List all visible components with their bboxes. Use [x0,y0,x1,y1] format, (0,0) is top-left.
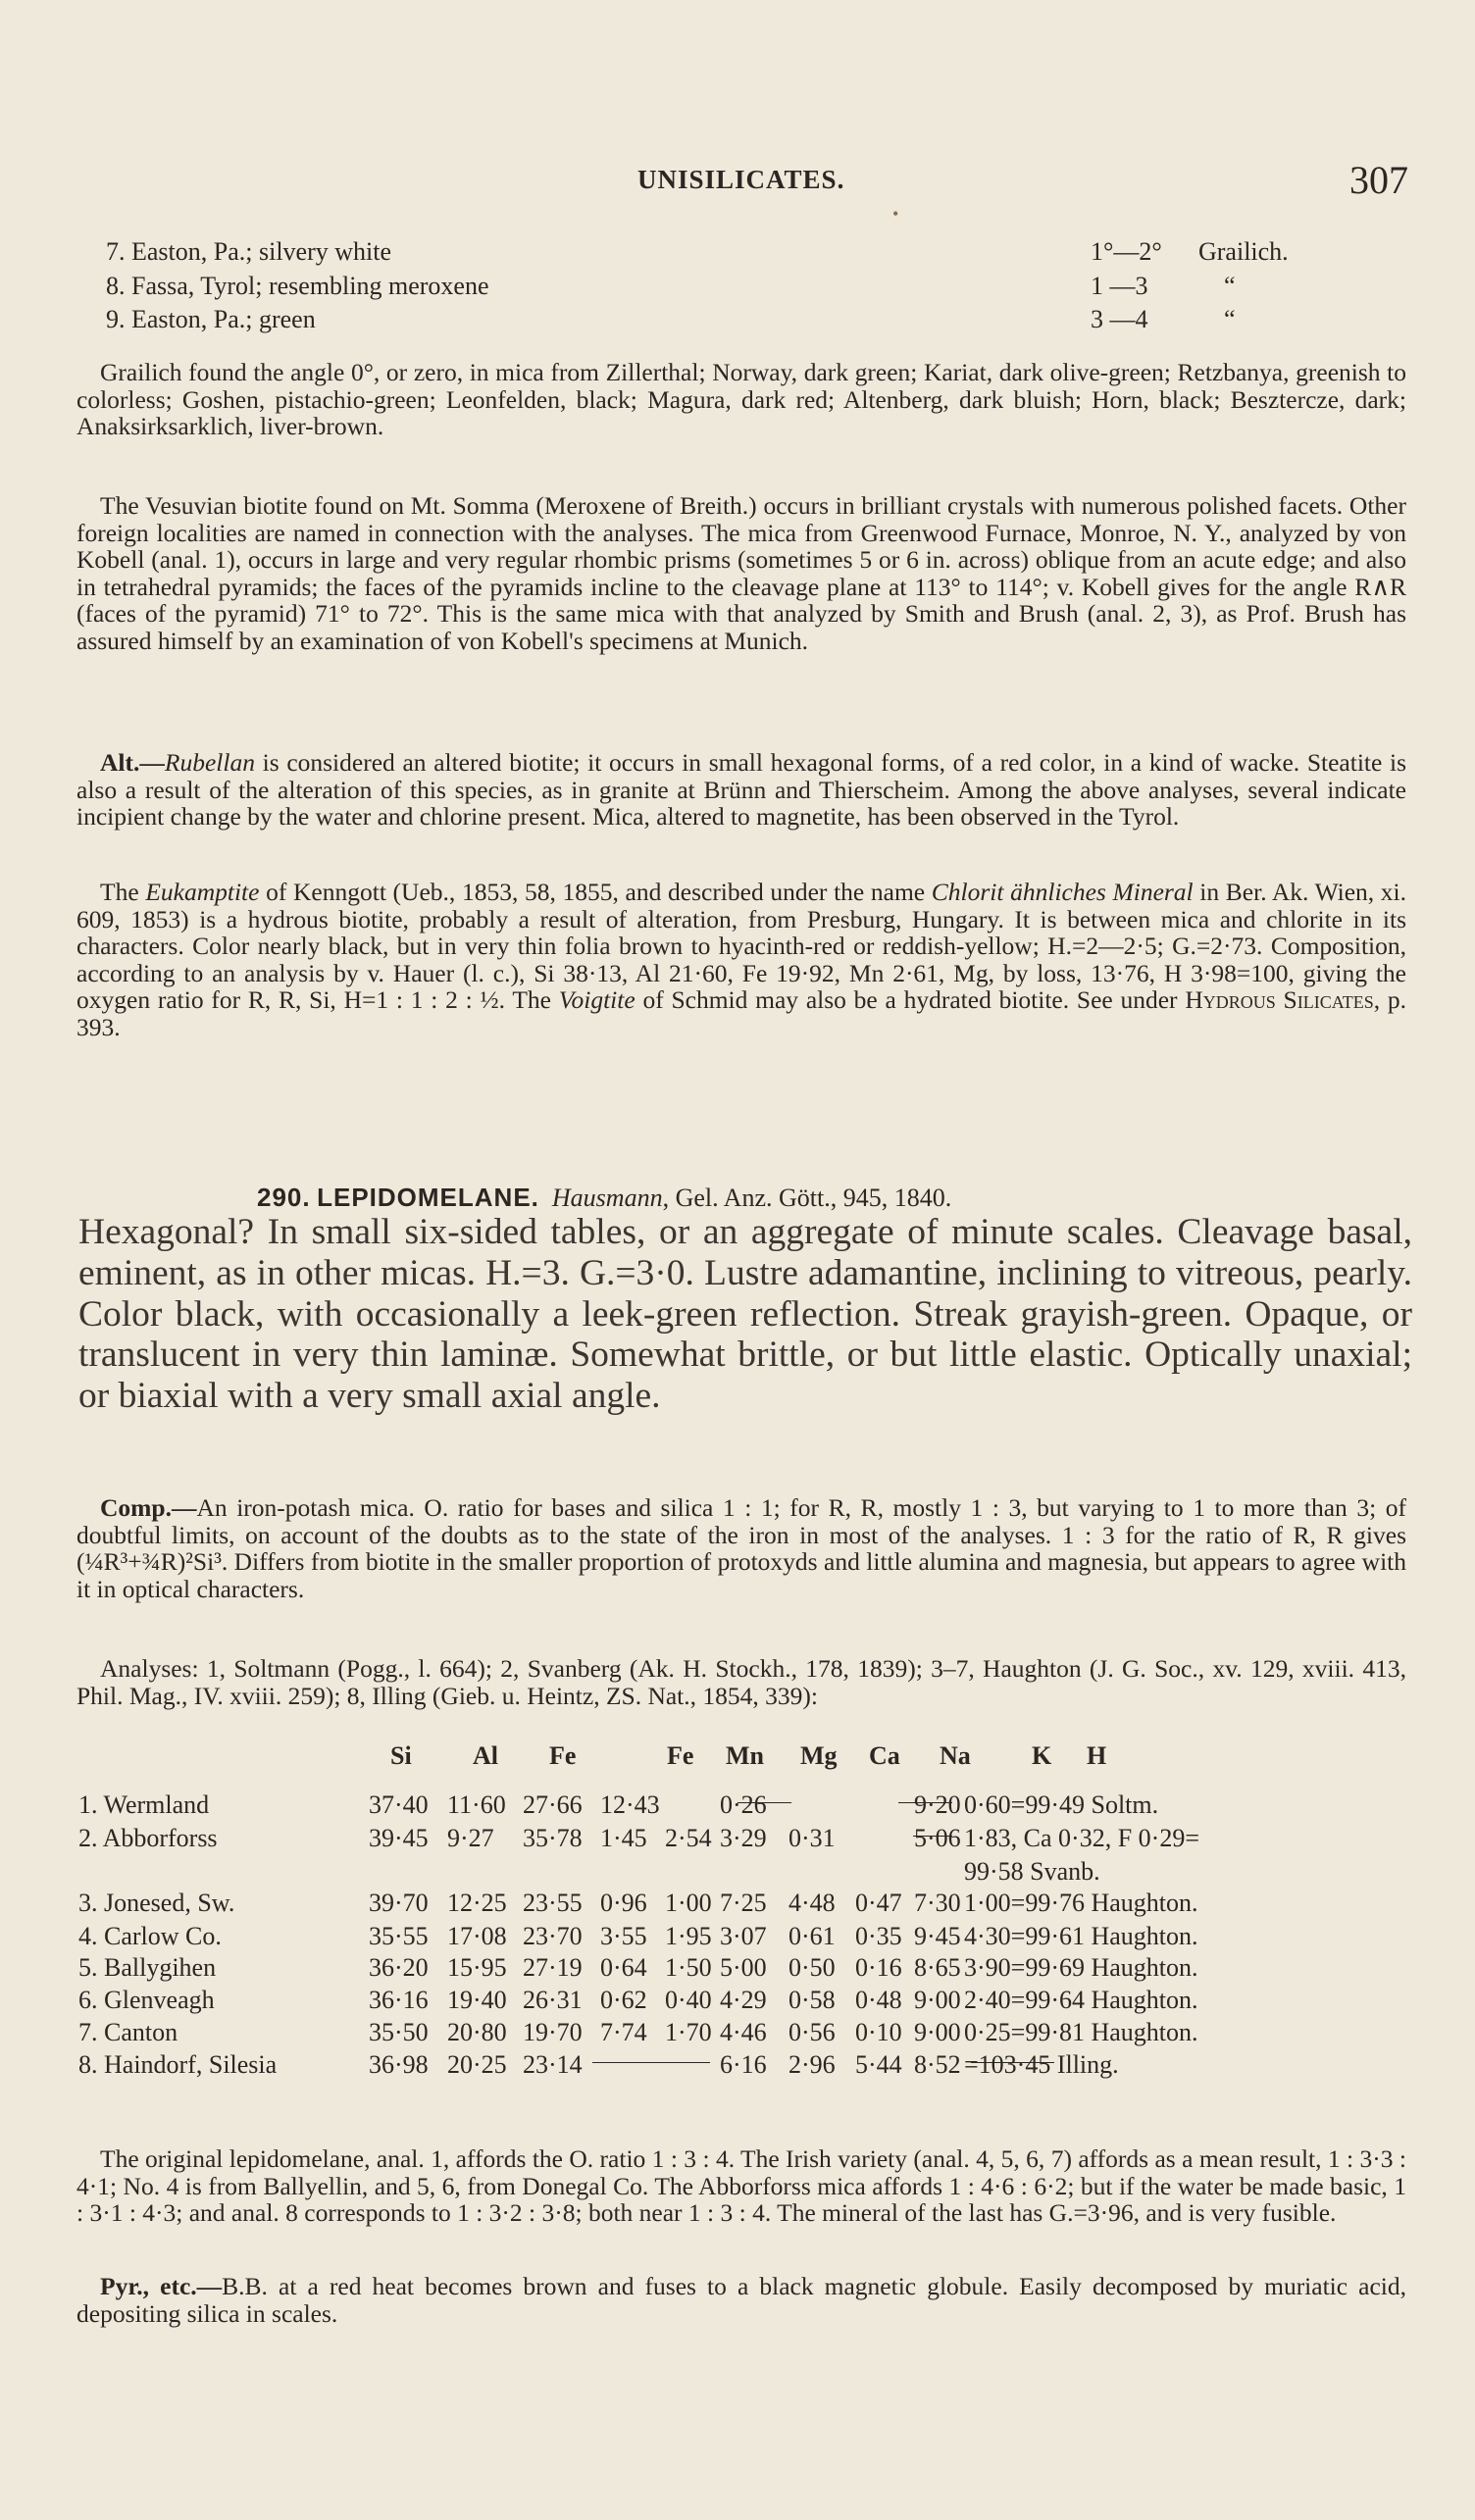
table-cell: 15·95 [447,1953,507,1982]
paragraph-original: The original lepidomelane, anal. 1, affords the O. ratio 1 : 3 : 4. The Irish variety (anal. 4, 5, 6, 7) affords as a mean result, 1 : 3·3 : 4·1; No. 4 is from Ballyellin, and 5, 6, from Donegal Co. The Abborforss mica affords 1 : 4·6 : 6·2; but if the water be made basic, 1 : 3·1 : 4·3; and anal. 8 corresponds to 1 : 3·2 : 3·8; both near 1 : 3 : 4. The mineral of the last has G.=3·96, and is very fusible. [76,2144,1406,2228]
table-cell: 1·00 [665,1889,712,1917]
table-cell: 5·06 [914,1824,961,1852]
paragraph-eukamptite: The Eukamptite of Kenngott (Ueb., 1853, 58, 1855, and described under the name Chlorit ähnliches Mineral in Ber. Ak. Wien, xi. 609, 1853) is a hydrous biotite, probably a result of alteration, from Presburg, Hungary. It is between mica and chlorite in its characters. Color nearly black, but in very thin folia brown to hyacinth-red or reddish-yellow; H.=2—2·5; G.=2·73. Composition, according to an analysis by v. Hauer (l. c.), Si 38·13, Al 21·60, Fe 19·92, Mn 2·61, Mg, by loss, 13·76, H 3·98=100, giving the oxygen ratio for R, R, Si, H=1 : 1 : 2 : ½. The Voigtite of Schmid may also be a hydrated biotite. See under Hydrous Silicates, p. 393. [76,878,1407,1041]
table-cell: 36·16 [369,1986,429,2014]
list-item: 9. Easton, Pa.; green [106,305,316,333]
section-heading: 290. LEPIDOMELANE. Hausmann, Gel. Anz. Gött., 945, 1840. [257,1183,952,1212]
table-cell: 4·48 [788,1889,836,1917]
table-header-cell: Al [473,1741,498,1770]
table-cell: 8·65 [914,1953,961,1982]
table-row [78,2050,1432,2082]
table-cell: 0·50 [788,1953,836,1982]
table-cell: 3·07 [720,1922,767,1950]
table-cell: 7·25 [720,1889,767,1917]
table-cell: 27·66 [523,1790,583,1819]
table-cell: 1·83, Ca 0·32, F 0·29= [964,1824,1199,1852]
table-cell: 37·40 [369,1790,429,1819]
table-cell: 0·60=99·49 Soltm. [964,1790,1159,1819]
table-cell: 0·16 [855,1953,902,1982]
table-header-cell: Mn [726,1741,764,1770]
table-cell: 7·30 [914,1889,961,1917]
table-cell: 1·70 [665,2018,712,2046]
table-header-cell: Mg [800,1741,838,1770]
ink-speck: • [892,204,899,224]
table-header-cell: K [1032,1741,1052,1770]
table-cell: 2·54 [665,1824,712,1852]
table-cell: 0·56 [788,2018,836,2046]
blank-dash [971,2062,1054,2063]
table-cell: 0·48 [855,1986,902,2014]
table-cell: 0·61 [788,1922,836,1950]
table-cell: 4·29 [720,1986,767,2014]
list-author: Grailich. [1198,237,1289,266]
table-cell: 9·45 [914,1922,961,1950]
table-cell: 0·35 [855,1922,902,1950]
table-cell: 12·25 [447,1889,507,1917]
mineral-description: Hexagonal? In small six-sided tables, or an aggregate of minute scales. Cleavage basal, eminent, as in other micas. H.=3. G.=3·0. Lustre adamantine, inclining to vitreous, pearly. Color black, with occasionally a leek-green reflection. Streak grayish-green. Opaque, or translucent in very thin laminæ. Somewhat brittle, or but little elastic. Optically unaxial; or biaxial with a very small axial angle. [78,1212,1412,1417]
row-label: 8. Haindorf, Silesia [78,2050,278,2079]
blank-dash [592,2062,710,2063]
table-cell: 0·25=99·81 Haughton. [964,2018,1198,2046]
table-cell: 17·08 [447,1922,507,1950]
paragraph-grailich: Grailich found the angle 0°, or zero, in mica from Zillerthal; Norway, dark green; Kariat, dark olive-green; Retzbanya, greenish to colorless; Goshen, pistachio-green; Leonfelden, black; Magura, dark red; Altenberg, dark bluish; Horn, black; Besztercze, dark; Anaksirksarklich, liver-brown. [76,358,1406,441]
table-cell: 3·90=99·69 Haughton. [964,1953,1198,1982]
table-cell: 4·46 [720,2018,767,2046]
table-cell: 35·50 [369,2018,429,2046]
table-row [78,2018,1432,2049]
table-cell: 19·40 [447,1986,507,2014]
table-cell: 3·29 [720,1824,767,1852]
paragraph-vesuvian: The Vesuvian biotite found on Mt. Somma (Meroxene of Breith.) occurs in brilliant crystals with numerous polished facets. Other foreign localities are named in connection with the analyses. The mica from Greenwood Furnace, Monroe, N. Y., analyzed by von Kobell (anal. 1), occurs in large and very regular rhombic prisms (sometimes 5 or 6 in. across) oblique from an acute edge; and also in tetrahedral pyramids; the faces of the pyramids incline to the cleavage plane at 113° to 114°; v. Kobell gives for the angle R∧R (faces of the pyramid) 71° to 72°. This is the same mica with that analyzed by Smith and Brush (anal. 2, 3), as Prof. Brush has assured himself by an examination of von Kobell's specimens at Munich. [76,491,1406,655]
table-cell: 4·30=99·61 Haughton. [964,1922,1198,1950]
blank-dash [898,1802,952,1803]
table-cell: 0·10 [855,2018,902,2046]
table-cell: 9·27 [447,1824,494,1852]
row-label: 7. Canton [78,2018,178,2046]
paragraph-pyrognostics: Pyr., etc.—B.B. at a red heat becomes brown and fuses to a black magnetic globule. Easily decomposed by muriatic acid, depositing silica in scales. [76,2272,1407,2328]
table-cell: 12·43 [600,1790,660,1819]
table-header-cell: Ca [869,1741,900,1770]
row-label: 5. Ballygihen [78,1953,217,1982]
table-cell: 19·70 [523,2018,583,2046]
table-row [78,1922,1432,1953]
paragraph-alteration: Alt.—Rubellan is considered an altered biotite; it occurs in small hexagonal forms, of a red color, in a kind of wacke. Steatite is also a result of the alteration of this species, as in granite at Brünn and Thierscheim. Among the above analyses, several indicate incipient change by the water and chlorine present. Mica, altered to magnetite, has been observed in the Tyrol. [76,748,1406,832]
page-number: 307 [1349,158,1408,202]
table-cell: 23·14 [523,2050,583,2079]
table-cell: 35·55 [369,1922,429,1950]
table-cell: 0·26 [720,1790,767,1819]
row-label: 1. Wermland [78,1790,210,1819]
table-cell: 23·55 [523,1889,583,1917]
table-cell: =103·45 Illing. [964,2050,1119,2079]
table-cell: 9·00 [914,1986,961,2014]
running-head: UNISILICATES. [637,165,845,194]
list-angle: 3 —4 [1091,305,1148,333]
table-cell: 0·64 [600,1953,647,1982]
table-header-cell: Fe [667,1741,694,1770]
table-cell: 2·96 [788,2050,836,2079]
table-header-cell: Si [390,1741,412,1770]
list-author: “ [1224,272,1236,300]
table-cell: 5·00 [720,1953,767,1982]
table-cell: 7·74 [600,2018,647,2046]
table-header-cell: Fe [549,1741,577,1770]
table-header-cell: H [1087,1741,1107,1770]
table-cell: 36·20 [369,1953,429,1982]
table-cell: 20·25 [447,2050,507,2079]
table-cell: 27·19 [523,1953,583,1982]
table-cell: 39·45 [369,1824,429,1852]
table-row [78,1889,1432,1920]
table-cell: 5·44 [855,2050,902,2079]
row-label: 4. Carlow Co. [78,1922,222,1950]
list-item: 7. Easton, Pa.; silvery white [106,237,392,266]
row-label: 2. Abborforss [78,1824,218,1852]
paragraph-analyses: Analyses: 1, Soltmann (Pogg., l. 664); 2, Svanberg (Ak. H. Stockh., 178, 1839); 3–7, Haughton (J. G. Soc., xv. 129, xviii. 413, Phil. Mag., IV. xviii. 259); 8, Illing (Gieb. u. Heintz, ZS. Nat., 1854, 339): [76,1654,1406,1710]
table-cell: 20·80 [447,2018,507,2046]
table-cell: 99·58 Svanb. [964,1857,1100,1886]
table-cell: 3·55 [600,1922,647,1950]
table-cell: 39·70 [369,1889,429,1917]
paragraph-composition: Comp.—An iron-potash mica. O. ratio for bases and silica 1 : 1; for R, R, mostly 1 : 3, but varying to 1 to more than 3; of doubtful limits, on account of the doubts as to the state of the iron in most of the analyses. 1 : 3 for the ratio of R, R gives (¼R³+¾R)²Si³. Differs from biotite in the smaller proportion of protoxyds and little alumina and magnesia, but appears to agree with it in optical characters. [76,1493,1406,1603]
row-label: 3. Jonesed, Sw. [78,1889,235,1917]
table-cell: 6·16 [720,2050,767,2079]
table-cell: 1·00=99·76 Haughton. [964,1889,1198,1917]
table-cell: 0·96 [600,1889,647,1917]
list-angle: 1°—2° [1091,237,1162,266]
table-row [78,1790,1432,1822]
table-cell: 0·47 [855,1889,902,1917]
table-cell: 26·31 [523,1986,583,2014]
table-cell: 0·40 [665,1986,712,2014]
table-cell: 9·00 [914,2018,961,2046]
table-cell: 1·45 [600,1824,647,1852]
table-cell: 8·52 [914,2050,961,2079]
list-angle: 1 —3 [1091,272,1148,300]
table-cell: 23·70 [523,1922,583,1950]
table-cell: 0·31 [788,1824,836,1852]
table-cell: 0·58 [788,1986,836,2014]
row-label: 6. Glenveagh [78,1986,215,2014]
table-row [78,1953,1432,1985]
table-cell: 0·62 [600,1986,647,2014]
blank-dash [738,1802,791,1803]
list-item: 8. Fassa, Tyrol; resembling meroxene [106,272,489,300]
table-cell: 2·40=99·64 Haughton. [964,1986,1198,2014]
blank-dash [913,1836,952,1837]
table-row [78,1986,1432,2017]
table-cell: 11·60 [447,1790,506,1819]
list-author: “ [1224,305,1236,333]
table-cell: 36·98 [369,2050,429,2079]
table-cell: 1·95 [665,1922,712,1950]
table-cell: 35·78 [523,1824,583,1852]
table-row [78,1824,1432,1855]
table-cell: 1·50 [665,1953,712,1982]
table-cell: 9·20 [914,1790,961,1819]
table-header-cell: Na [940,1741,971,1770]
table-row [78,1857,1432,1889]
